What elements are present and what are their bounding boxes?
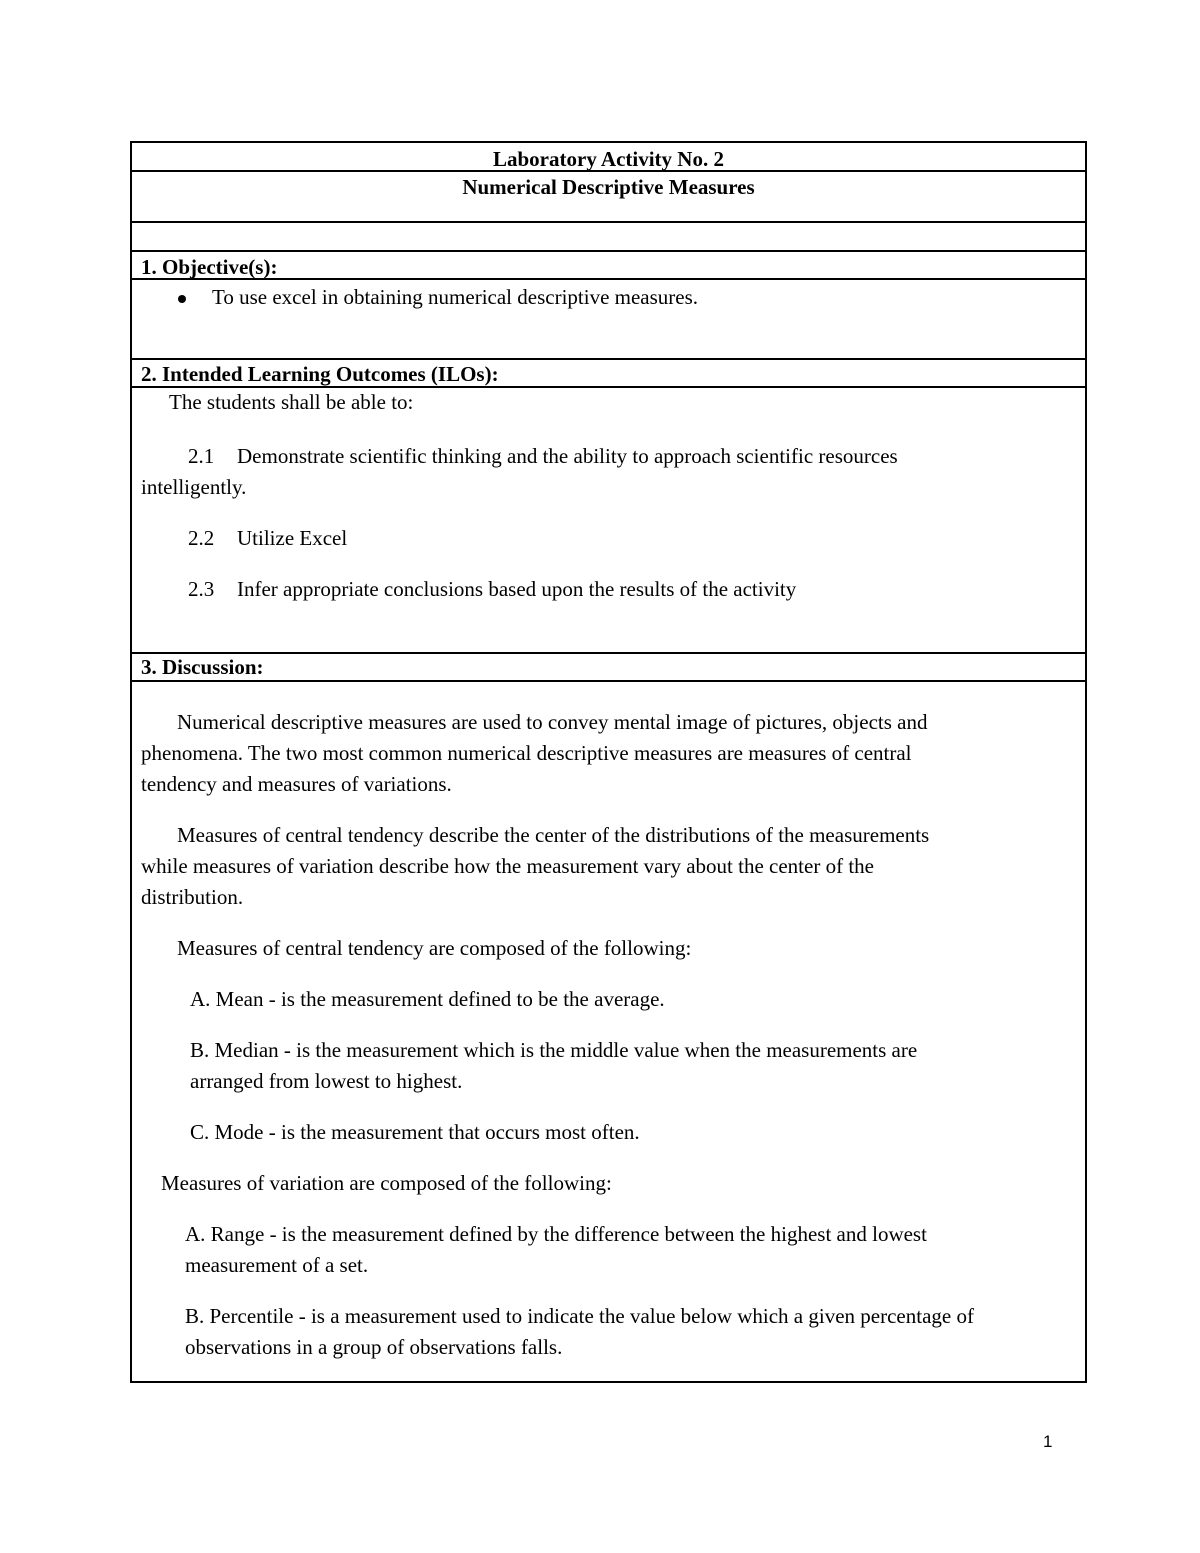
ilo-number: 2.2 [188,526,215,550]
variation-item-range: A. Range - is the measurement defined by the difference between the highest and lowest [185,1222,927,1246]
discussion-heading: 3. Discussion: [141,655,264,679]
activity-subtitle: Numerical Descriptive Measures [462,175,755,199]
divider [132,278,1085,280]
ilo-text: Infer appropriate conclusions based upon the results of the activity [237,577,797,601]
ilo-text: intelligently. [141,475,247,499]
variation-intro: Measures of variation are composed of the following: [161,1171,612,1195]
divider [132,221,1085,223]
objectives-heading: 1. Objective(s): [141,255,278,279]
central-item-mean: A. Mean - is the measurement defined to be the average. [190,987,665,1011]
discussion-paragraph: Numerical descriptive measures are used to convey mental image of pictures, objects and [177,710,928,734]
variation-item-percentile: B. Percentile - is a measurement used to indicate the value below which a given percentage of [185,1304,974,1328]
central-item-median: arranged from lowest to highest. [190,1069,463,1093]
central-item-median: B. Median - is the measurement which is the middle value when the measurements are [190,1038,918,1062]
central-item-mode: C. Mode - is the measurement that occurs most often. [190,1120,640,1144]
discussion-paragraph: phenomena. The two most common numerical descriptive measures are measures of central [141,741,912,765]
activity-title: Laboratory Activity No. 2 [493,147,724,171]
ilo-number: 2.1 [188,444,215,468]
bullet-icon [178,295,186,303]
discussion-paragraph: Measures of central tendency describe the center of the distributions of the measurements [177,823,930,847]
divider [132,652,1085,654]
discussion-paragraph: tendency and measures of variations. [141,772,452,796]
ilos-intro: The students shall be able to: [169,390,414,414]
ilos-heading: 2. Intended Learning Outcomes (ILOs): [141,362,499,386]
ilo-text: Demonstrate scientific thinking and the ability to approach scientific resources [237,444,898,468]
discussion-paragraph: distribution. [141,885,244,909]
variation-item-range: measurement of a set. [185,1253,369,1277]
ilo-number: 2.3 [188,577,215,601]
divider [132,680,1085,682]
activity-table [130,141,1087,1383]
page-number: 1 [1043,1432,1053,1451]
central-tendency-intro: Measures of central tendency are composed of the following: [177,936,692,960]
objective-item: To use excel in obtaining numerical descriptive measures. [212,285,699,309]
ilo-text: Utilize Excel [237,526,348,550]
variation-item-percentile: observations in a group of observations falls. [185,1335,563,1359]
discussion-paragraph: while measures of variation describe how the measurement vary about the center of the [141,854,874,878]
